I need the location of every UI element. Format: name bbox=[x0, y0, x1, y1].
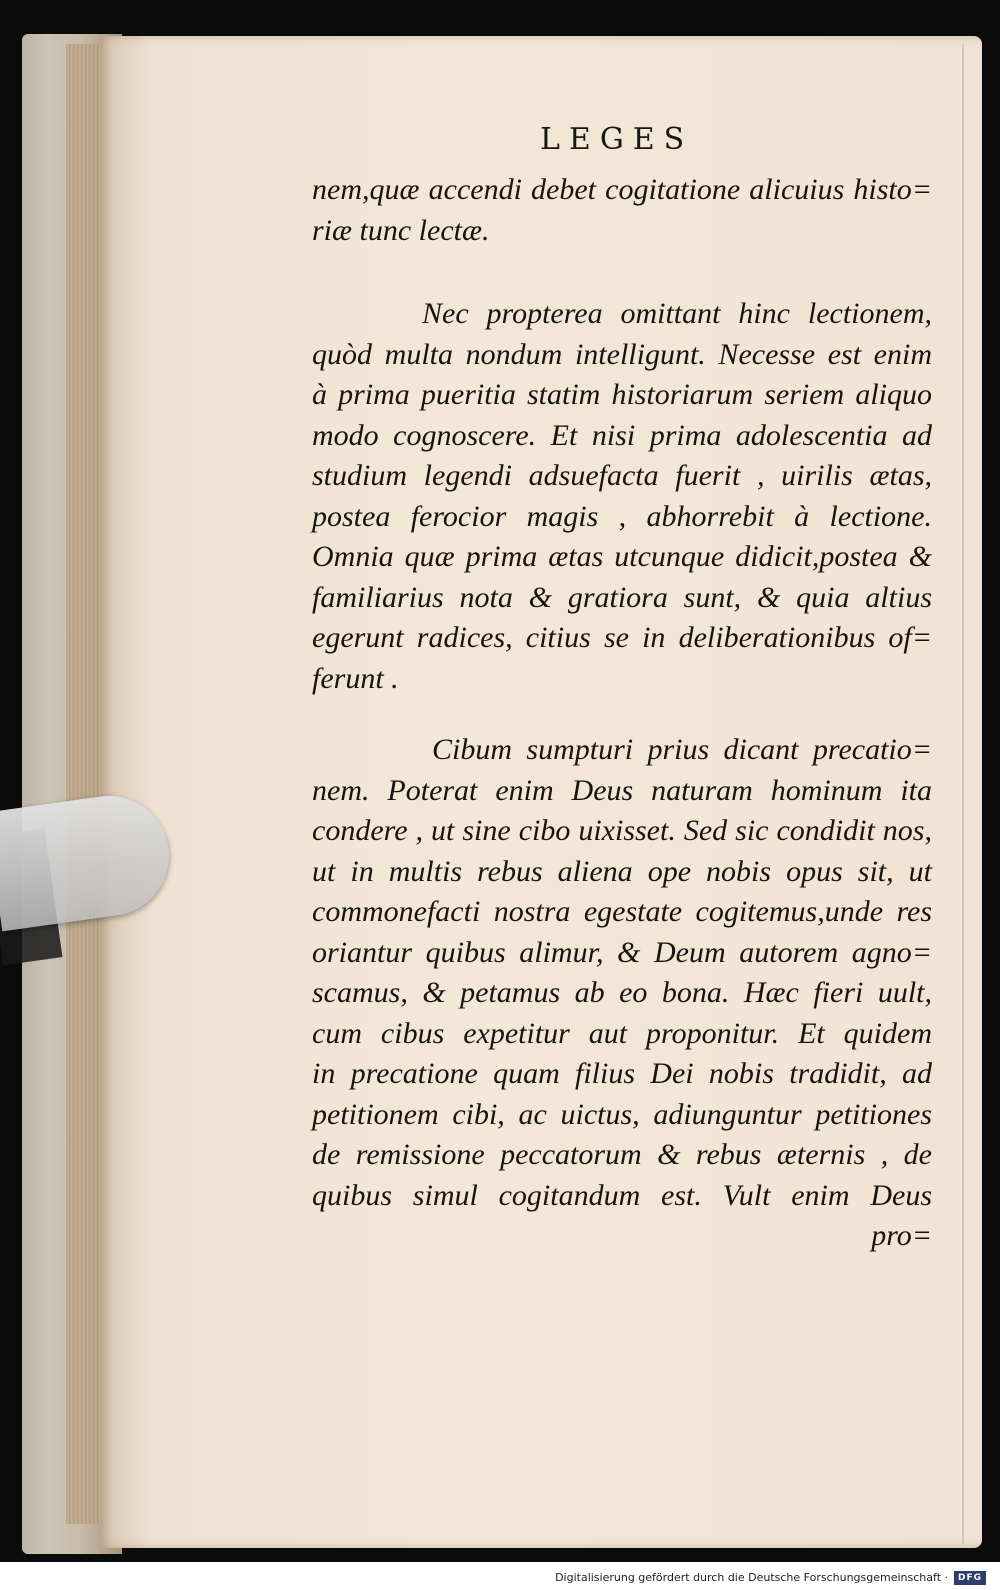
text-line: à prima pueritia statim historiarum seriem aliquo bbox=[312, 378, 932, 411]
text-line: Cibum sumpturi prius dicant precatio= bbox=[432, 733, 932, 766]
text-line: riæ tunc lectæ. bbox=[312, 213, 490, 247]
text-line: in precatione quam filius Dei nobis tradidit, ad bbox=[312, 1057, 932, 1090]
text-line: ut in multis rebus aliena ope nobis opus sit, ut bbox=[312, 854, 932, 888]
text-line: ferunt . bbox=[312, 661, 399, 695]
text-line: nem,quæ accendi debet cogitatione alicuius histo= bbox=[312, 173, 932, 206]
text-line: nem. Poterat enim Deus naturam hominum ita bbox=[312, 773, 932, 807]
catchword: pro= bbox=[871, 1219, 932, 1252]
page-fold-line bbox=[962, 44, 964, 1544]
funding-credit: Digitalisierung gefördert durch die Deutsche Forschungsgemeinschaft · bbox=[555, 1571, 948, 1584]
text-line: quòd multa nondum intelligunt. Necesse est enim bbox=[312, 337, 932, 371]
running-head: LEGES bbox=[540, 122, 694, 157]
text-line: de remissione peccatorum & rebus æternis , de bbox=[312, 1138, 932, 1171]
text-line: scamus, & petamus ab eo bona. Hæc fieri uult, bbox=[312, 976, 932, 1009]
text-line: Nec propterea omittant hinc lectionem, bbox=[422, 297, 932, 330]
text-line: cum cibus expetitur aut proponitur. Et quidem bbox=[312, 1016, 932, 1050]
text-line: quibus simul cogitandum est. Vult enim Deus bbox=[312, 1178, 932, 1212]
paragraph-2 bbox=[312, 294, 932, 699]
text-line: oriantur quibus alimur, & Deum autorem agno= bbox=[312, 935, 932, 969]
text-line: egerunt radices, citius se in deliberationibus of= bbox=[312, 621, 932, 654]
paragraph-1 bbox=[312, 170, 932, 251]
footer-bar bbox=[0, 1562, 1000, 1590]
text-line: condere , ut sine cibo uixisset. Sed sic condidit nos, bbox=[312, 814, 932, 847]
text-line: studium legendi adsuefacta fuerit , uirilis ætas, bbox=[312, 459, 932, 492]
paragraph-3 bbox=[312, 730, 932, 1257]
text-line: familiarius nota & gratiora sunt, & quia altius bbox=[312, 580, 932, 614]
text-line: commonefacti nostra egestate cogitemus,unde res bbox=[312, 895, 932, 928]
text-line: Omnia quæ prima ætas utcunque didicit,postea & bbox=[312, 540, 932, 573]
text-line: petitionem cibi, ac uictus, adiunguntur petitiones bbox=[312, 1097, 932, 1131]
dfg-logo: DFG bbox=[954, 1571, 986, 1585]
text-line: modo cognoscere. Et nisi prima adolescentia ad bbox=[312, 418, 932, 452]
text-line: postea ferocior magis , abhorrebit à lectione. bbox=[312, 499, 932, 533]
